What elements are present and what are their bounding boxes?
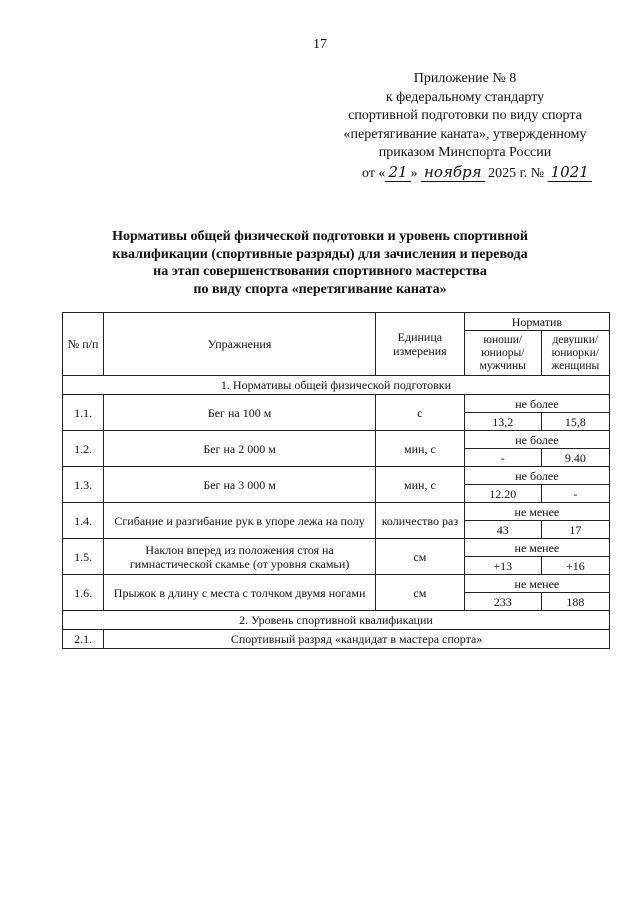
annex-title: Приложение № 8: [413, 71, 517, 86]
row-unit: с: [375, 395, 464, 431]
section-heading: 1. Нормативы общей физической подготовки: [63, 376, 610, 395]
row-female-value: 15,8: [541, 413, 609, 431]
row-exercise: Бег на 2 000 м: [104, 431, 376, 467]
row-female-value: 9.40: [541, 449, 609, 467]
annex-line: к федеральному стандарту: [385, 89, 545, 105]
row-exercise: Сгибание и разгибание рук в упоре лежа на полу: [104, 503, 376, 539]
row-num: 1.6.: [63, 575, 104, 611]
page-number: 17: [313, 37, 327, 52]
header-exercise: Упражнения: [104, 313, 376, 376]
row-num: 1.1.: [63, 395, 104, 431]
row-female-value: -: [541, 485, 609, 503]
row-male-value: 43: [464, 521, 541, 539]
row-male-value: +13: [464, 557, 541, 575]
row-condition: не менее: [464, 503, 609, 521]
row-male-value: 233: [464, 593, 541, 611]
row-num: 1.2.: [63, 431, 104, 467]
row-num: 2.1.: [63, 630, 104, 649]
row-male-value: 13,2: [464, 413, 541, 431]
header-unit: Единица измерения: [375, 313, 464, 376]
annex-line: приказом Минспорта России: [378, 145, 552, 160]
row-unit: см: [375, 575, 464, 611]
order-line: [330, 163, 600, 184]
row-condition: не менее: [464, 539, 609, 557]
title-line: квалификации (спортивные разряды) для зачисления и перевода: [112, 246, 528, 262]
row-exercise: Бег на 3 000 м: [104, 467, 376, 503]
standards-table: [62, 312, 610, 649]
row-unit: мин, с: [375, 467, 464, 503]
row-unit: см: [375, 539, 464, 575]
header-norm: Норматив: [464, 313, 609, 331]
row-female-value: +16: [541, 557, 609, 575]
header-male: юноши/ юниоры/ мужчины: [464, 331, 541, 376]
row-condition: не менее: [464, 575, 609, 593]
row-exercise: Наклон вперед из положения стоя на гимнастической скамье (от уровня скамьи): [104, 539, 376, 575]
header-num: № п/п: [63, 313, 104, 376]
row-exercise: Прыжок в длину с места с толчком двумя ногами: [104, 575, 376, 611]
row-condition: не более: [464, 431, 609, 449]
row-qualification: Спортивный разряд «кандидат в мастера спорта»: [104, 630, 610, 649]
order-mid: »: [410, 165, 422, 181]
row-num: 1.3.: [63, 467, 104, 503]
document-title: [60, 228, 580, 298]
row-unit: количество раз: [375, 503, 464, 539]
row-num: 1.5.: [63, 539, 104, 575]
header-female: девушки/ юниорки/ женщины: [541, 331, 609, 376]
order-year: 2025 г. №: [484, 165, 548, 181]
annex-line: спортивной подготовки по виду спорта: [348, 108, 582, 123]
row-male-value: -: [464, 449, 541, 467]
title-line: на этап совершенствования спортивного мастерства: [153, 264, 487, 279]
title-line: Нормативы общей физической подготовки и уровень спортивной: [112, 229, 528, 244]
row-female-value: 17: [541, 521, 609, 539]
order-day: 21: [385, 163, 410, 183]
title-line: по виду спорта «перетягивание каната»: [193, 281, 447, 297]
annex-line: «перетягивание каната», утвержденному: [343, 126, 587, 142]
row-condition: не более: [464, 395, 609, 413]
row-male-value: 12.20: [464, 485, 541, 503]
row-unit: мин, с: [375, 431, 464, 467]
order-month: ноября: [421, 163, 485, 183]
annex-header: [330, 70, 600, 183]
row-condition: не более: [464, 467, 609, 485]
row-exercise: Бег на 100 м: [104, 395, 376, 431]
order-number: 1021: [548, 163, 592, 183]
section-heading: 2. Уровень спортивной квалификации: [63, 611, 610, 630]
row-female-value: 188: [541, 593, 609, 611]
row-num: 1.4.: [63, 503, 104, 539]
order-prefix: от «: [362, 165, 386, 181]
